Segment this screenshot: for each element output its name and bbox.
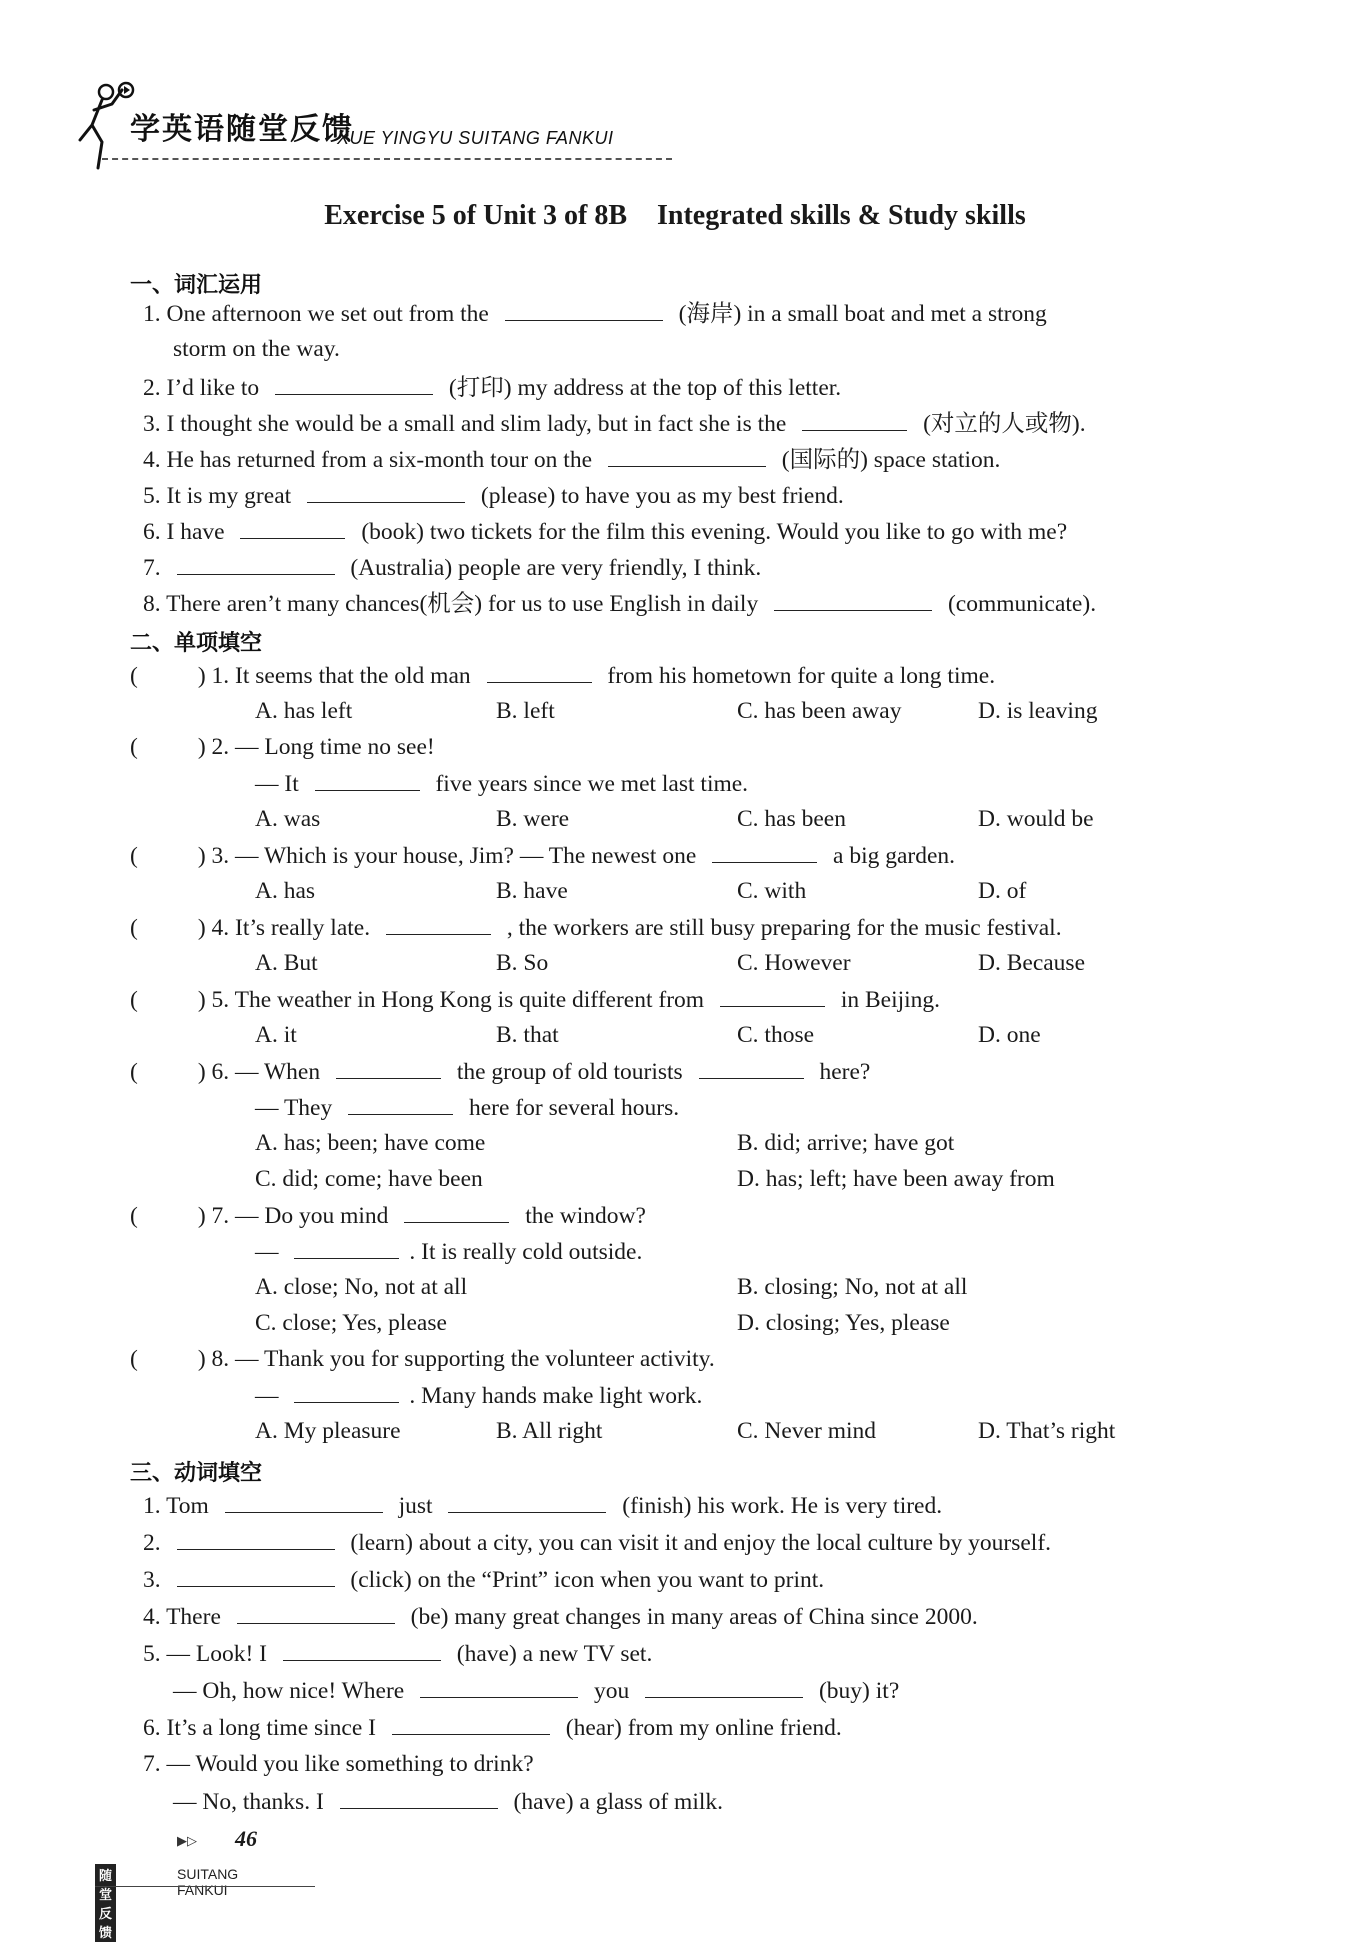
- option-a[interactable]: A. has: [255, 878, 316, 904]
- hint: (be): [410, 1604, 449, 1630]
- answer-blank[interactable]: [608, 444, 766, 467]
- hint: (have): [456, 1641, 517, 1667]
- verb-question-7-line2: [173, 1786, 723, 1817]
- question-number: 1.: [143, 1493, 161, 1519]
- hint: (finish): [622, 1493, 692, 1519]
- question-number: 6.: [211, 1059, 230, 1085]
- option-d[interactable]: D. of: [978, 878, 1027, 904]
- verb-question-6: [143, 1712, 842, 1743]
- question-number: 7.: [143, 1751, 161, 1777]
- question-text: . It is really cold outside.: [409, 1239, 643, 1265]
- vocab-question-4: [143, 444, 1000, 475]
- option-b[interactable]: B. left: [496, 698, 555, 724]
- question-text: — It: [255, 771, 299, 797]
- question-text: — No, thanks. I: [173, 1789, 324, 1815]
- question-number: 2.: [143, 1530, 161, 1556]
- question-number: 1.: [143, 301, 161, 327]
- question-text: It is my great: [166, 483, 292, 509]
- question-text: from his hometown for quite a long time.: [607, 663, 996, 689]
- question-text: It seems that the old man: [235, 663, 471, 689]
- question-number: 6.: [143, 519, 161, 545]
- answer-blank[interactable]: [177, 1564, 335, 1587]
- answer-blank[interactable]: [802, 408, 907, 431]
- option-c[interactable]: C. has been away: [737, 698, 902, 724]
- header-banner: [72, 80, 672, 180]
- answer-blank[interactable]: [392, 1712, 550, 1735]
- logo-pinyin: XUE YINGYU SUITANG FANKUI: [337, 128, 614, 148]
- option-b[interactable]: B. closing; No, not at all: [737, 1274, 968, 1300]
- answer-bracket-open: (: [130, 1346, 138, 1372]
- answer-blank[interactable]: [307, 480, 465, 503]
- option-d[interactable]: D. has; left; have been away from: [737, 1166, 1055, 1192]
- verb-question-4: [143, 1601, 978, 1632]
- footer-brand-cn: 随堂反馈: [95, 1864, 116, 1942]
- section-heading-multiple-choice: 二、单项填空: [130, 631, 263, 656]
- question-number: 2.: [143, 375, 161, 401]
- answer-bracket-open: (: [130, 843, 138, 869]
- hint: (国际的): [781, 447, 868, 473]
- option-a[interactable]: A. But: [255, 950, 318, 976]
- mc-question-3: [130, 840, 955, 871]
- question-text: — Would you like something to drink?: [166, 1751, 534, 1777]
- verb-question-2: [143, 1527, 1051, 1558]
- hint: (have): [513, 1789, 574, 1815]
- question-text: here for several hours.: [469, 1095, 680, 1121]
- question-text: — Look! I: [166, 1641, 268, 1667]
- option-c[interactable]: C. did; come; have been: [255, 1166, 483, 1192]
- verb-question-3: [143, 1564, 824, 1595]
- answer-blank[interactable]: [177, 552, 335, 575]
- verb-question-5: [143, 1638, 652, 1669]
- answer-bracket-close: ): [197, 1059, 206, 1085]
- question-text: many great changes in many areas of China since 2000.: [454, 1604, 978, 1630]
- footer-brand-en: SUITANG FANKUI: [177, 1866, 239, 1898]
- question-text: the group of old tourists: [456, 1059, 683, 1085]
- question-number: 8.: [211, 1346, 230, 1372]
- option-d[interactable]: D. is leaving: [978, 698, 1098, 724]
- answer-bracket-close: ): [197, 915, 206, 941]
- question-text: people are very friendly, I think.: [458, 555, 762, 581]
- question-text: from my online friend.: [627, 1715, 842, 1741]
- answer-bracket-open: (: [130, 915, 138, 941]
- question-number: 3.: [211, 843, 230, 869]
- question-text: It’s a long time since I: [166, 1715, 376, 1741]
- answer-blank[interactable]: [699, 1056, 804, 1079]
- question-text: I’d like to: [166, 375, 260, 401]
- question-text: about a city, you can visit it and enjoy the local culture by yourself.: [418, 1530, 1052, 1556]
- page-number: 46: [235, 1826, 257, 1851]
- mc-question-7: [130, 1200, 646, 1231]
- question-text: — Oh, how nice! Where: [173, 1678, 405, 1704]
- answer-bracket-close: ): [197, 734, 206, 760]
- hint: (对立的人或物).: [923, 411, 1086, 437]
- question-text: space station.: [873, 447, 1001, 473]
- vocab-question-6: [143, 516, 1067, 547]
- question-number: 7.: [211, 1203, 230, 1229]
- option-c[interactable]: C. has been: [737, 806, 846, 832]
- question-number: 3.: [143, 411, 161, 437]
- question-text: I thought she would be a small and slim lady, but in fact she is the: [166, 411, 787, 437]
- hint: (打印): [448, 375, 512, 401]
- hint: (book): [361, 519, 424, 545]
- answer-blank[interactable]: [294, 1236, 399, 1259]
- answer-bracket-open: (: [130, 987, 138, 1013]
- option-d[interactable]: D. one: [978, 1022, 1041, 1048]
- question-number: 5.: [143, 483, 161, 509]
- answer-blank[interactable]: [386, 912, 491, 935]
- question-number: 8.: [143, 591, 161, 617]
- question-text: —: [255, 1239, 279, 1265]
- option-d[interactable]: D. would be: [978, 806, 1094, 832]
- answer-bracket-open: (: [130, 663, 138, 689]
- option-a[interactable]: A. has; been; have come: [255, 1130, 486, 1156]
- question-text: my address at the top of this letter.: [517, 375, 842, 401]
- question-number: 4.: [211, 915, 230, 941]
- logo-title: 学英语随堂反馈: [130, 112, 354, 147]
- answer-blank[interactable]: [505, 298, 663, 321]
- answer-blank[interactable]: [240, 516, 345, 539]
- question-text: It’s really late.: [235, 915, 371, 941]
- answer-bracket-open: (: [130, 1203, 138, 1229]
- verb-question-7: [143, 1749, 534, 1779]
- question-text: two tickets for the film this evening. Would you like to go with me?: [429, 519, 1068, 545]
- option-b[interactable]: B. did; arrive; have got: [737, 1130, 955, 1156]
- question-number: 4.: [143, 447, 161, 473]
- exercise-title-topic: Integrated skills & Study skills: [657, 200, 1026, 231]
- hint: (海岸): [678, 301, 742, 327]
- option-a[interactable]: A. has left: [255, 698, 353, 724]
- question-text: on the “Print” icon when you want to print.: [417, 1567, 825, 1593]
- section-heading-verbs: 三、动词填空: [130, 1461, 263, 1486]
- option-b[interactable]: B. have: [496, 878, 568, 904]
- question-number: 2.: [211, 734, 230, 760]
- vocab-question-5: [143, 480, 844, 511]
- vocab-question-8: [143, 588, 1096, 619]
- section-heading-vocab: 一、词汇运用: [130, 273, 263, 298]
- answer-blank[interactable]: [275, 372, 433, 395]
- question-text: in a small boat and met a strong: [747, 301, 1047, 327]
- answer-blank[interactable]: [645, 1675, 803, 1698]
- exercise-title: [0, 200, 1350, 232]
- option-b[interactable]: B. So: [496, 950, 549, 976]
- mc-question-2: [130, 732, 435, 762]
- vocab-question-3: [143, 408, 1086, 439]
- question-text: — When: [235, 1059, 321, 1085]
- option-d[interactable]: D. closing; Yes, please: [737, 1310, 950, 1336]
- hint: (communicate).: [947, 591, 1097, 617]
- question-number: 3.: [143, 1567, 161, 1593]
- option-c[interactable]: C. with: [737, 878, 807, 904]
- answer-blank[interactable]: [315, 768, 420, 791]
- hint: (click): [350, 1567, 412, 1593]
- mc-question-4: [130, 912, 1062, 943]
- option-d[interactable]: D. That’s right: [978, 1418, 1116, 1444]
- question-text: — They: [255, 1095, 333, 1121]
- mc-question-5: [130, 984, 940, 1015]
- option-a[interactable]: A. it: [255, 1022, 297, 1048]
- hint: (please): [480, 483, 556, 509]
- question-text: Tom: [166, 1493, 209, 1519]
- answer-bracket-close: ): [197, 663, 206, 689]
- option-d[interactable]: D. Because: [978, 950, 1086, 976]
- hint: (learn): [350, 1530, 413, 1556]
- question-text: in Beijing.: [840, 987, 941, 1013]
- question-text: a big garden.: [833, 843, 956, 869]
- option-c[interactable]: C. those: [737, 1022, 815, 1048]
- option-b[interactable]: B. that: [496, 1022, 559, 1048]
- answer-blank[interactable]: [487, 660, 592, 683]
- answer-bracket-close: ): [197, 987, 206, 1013]
- answer-blank[interactable]: [348, 1092, 453, 1115]
- question-text: . Many hands make light work.: [409, 1383, 703, 1409]
- answer-blank[interactable]: [225, 1490, 383, 1513]
- mc-question-8: [130, 1344, 715, 1374]
- verb-question-1: [143, 1490, 942, 1521]
- vocab-question-7: [143, 552, 761, 583]
- question-number: 7.: [143, 555, 161, 581]
- question-text: a glass of milk.: [579, 1789, 724, 1815]
- question-number: 6.: [143, 1715, 161, 1741]
- option-a[interactable]: A. was: [255, 806, 321, 832]
- answer-blank[interactable]: [294, 1380, 399, 1403]
- question-text: his work. He is very tired.: [697, 1493, 943, 1519]
- answer-blank[interactable]: [720, 984, 825, 1007]
- question-number: 4.: [143, 1604, 161, 1630]
- hint: (Australia): [350, 555, 453, 581]
- question-text: — Do you mind: [235, 1203, 389, 1229]
- play-arrow-icon: ▶▷: [177, 1833, 197, 1848]
- question-text: There aren’t many chances(机会) for us to use English in daily: [166, 591, 759, 617]
- answer-bracket-open: (: [130, 1059, 138, 1085]
- question-text: One afternoon we set out from the: [166, 301, 489, 327]
- mc-question-1: [130, 660, 995, 691]
- answer-blank[interactable]: [283, 1638, 441, 1661]
- question-text: I have: [166, 519, 225, 545]
- answer-bracket-close: ): [197, 843, 206, 869]
- question-text: —: [255, 1383, 279, 1409]
- question-text: He has returned from a six-month tour on the: [166, 447, 593, 473]
- answer-blank[interactable]: [420, 1675, 578, 1698]
- mc-question-7-line2: [255, 1236, 642, 1267]
- mc-question-2-line2: [255, 768, 748, 799]
- option-b[interactable]: B. were: [496, 806, 570, 832]
- question-text: There: [166, 1604, 221, 1630]
- option-c[interactable]: C. Never mind: [737, 1418, 877, 1444]
- answer-blank[interactable]: [336, 1056, 441, 1079]
- question-text: it?: [875, 1678, 900, 1704]
- hint: (buy): [818, 1678, 870, 1704]
- question-text: — Which is your house, Jim? — The newest one: [235, 843, 697, 869]
- hint: (hear): [565, 1715, 622, 1741]
- option-b[interactable]: B. All right: [496, 1418, 603, 1444]
- exercise-title-unit: Exercise 5 of Unit 3 of 8B: [324, 200, 628, 231]
- question-text: — Long time no see!: [235, 734, 435, 760]
- option-c[interactable]: C. However: [737, 950, 851, 976]
- question-text: The weather in Hong Kong is quite different from: [234, 987, 705, 1013]
- question-text: — Thank you for supporting the volunteer activity.: [235, 1346, 715, 1372]
- option-a[interactable]: A. My pleasure: [255, 1418, 401, 1444]
- mc-question-6-line2: [255, 1092, 679, 1123]
- answer-bracket-close: ): [197, 1346, 206, 1372]
- answer-bracket-open: (: [130, 734, 138, 760]
- question-number: 1.: [211, 663, 230, 689]
- answer-blank[interactable]: [448, 1490, 606, 1513]
- answer-blank[interactable]: [404, 1200, 509, 1223]
- question-text: a new TV set.: [522, 1641, 653, 1667]
- question-text: here?: [819, 1059, 871, 1085]
- vocab-question-1-cont: storm on the way.: [173, 336, 340, 362]
- mc-question-6: [130, 1056, 870, 1087]
- mc-question-8-line2: [255, 1380, 702, 1411]
- answer-blank[interactable]: [237, 1601, 395, 1624]
- question-number: 5.: [211, 987, 230, 1013]
- question-text: you: [593, 1678, 630, 1704]
- answer-blank[interactable]: [774, 588, 932, 611]
- question-text: , the workers are still busy preparing for the music festival.: [506, 915, 1062, 941]
- option-c[interactable]: C. close; Yes, please: [255, 1310, 447, 1336]
- answer-blank[interactable]: [712, 840, 817, 863]
- vocab-question-2: [143, 372, 841, 403]
- footer-divider: [95, 1886, 315, 1887]
- question-text: five years since we met last time.: [435, 771, 749, 797]
- question-text: to have you as my best friend.: [561, 483, 844, 509]
- question-text: the window?: [525, 1203, 646, 1229]
- option-a[interactable]: A. close; No, not at all: [255, 1274, 468, 1300]
- header-divider: [102, 158, 672, 160]
- answer-bracket-close: ): [197, 1203, 206, 1229]
- vocab-question-1: [143, 298, 1047, 329]
- answer-blank[interactable]: [177, 1527, 335, 1550]
- question-text: just: [398, 1493, 433, 1519]
- question-number: 5.: [143, 1641, 161, 1667]
- answer-blank[interactable]: [340, 1786, 498, 1809]
- verb-question-5-line2: [173, 1675, 899, 1706]
